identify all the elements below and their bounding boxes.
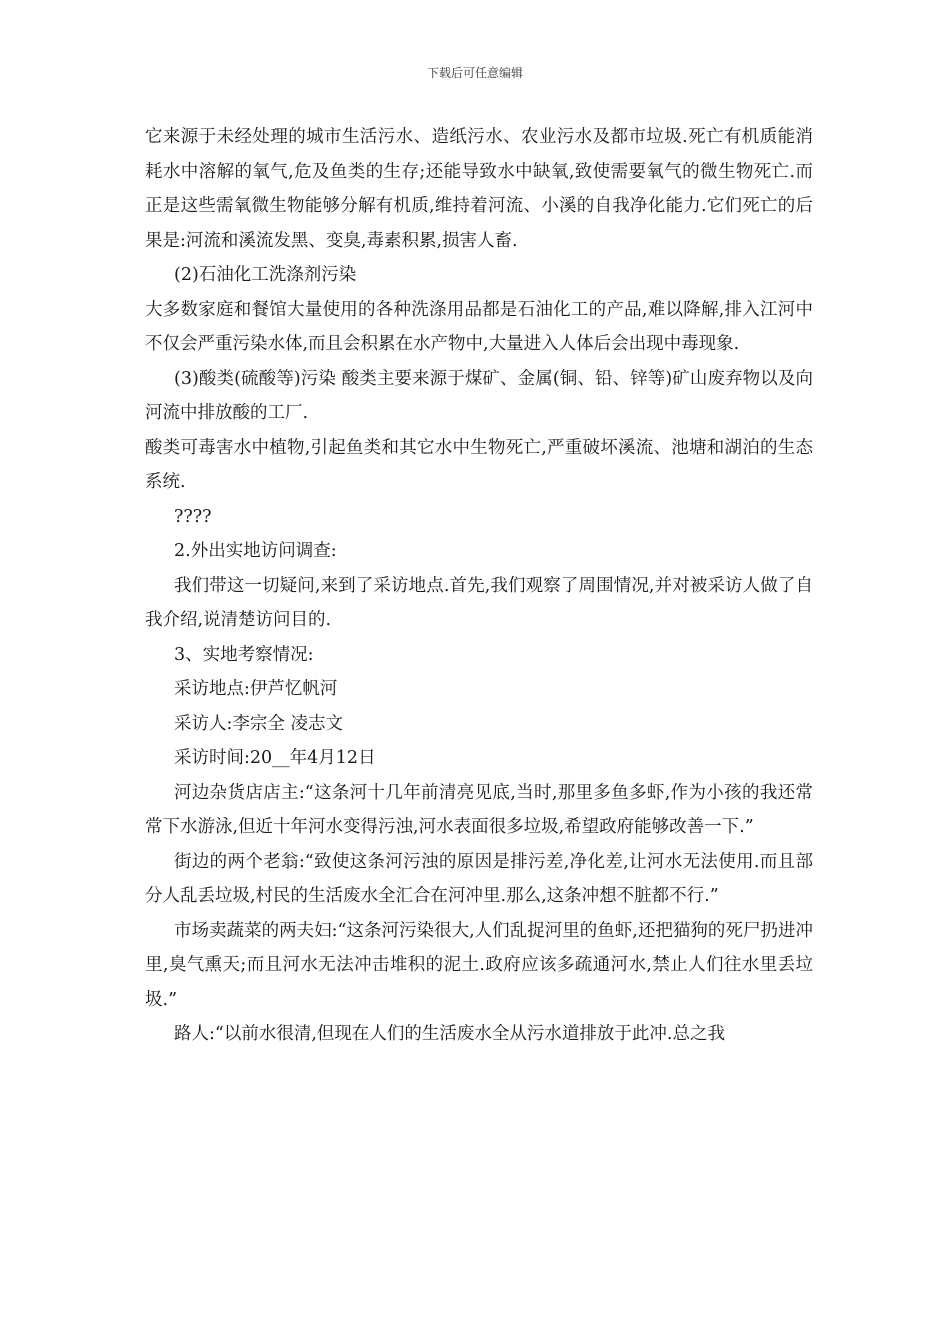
paragraph-detergent: 大多数家庭和餐馆大量使用的各种洗涤用品都是石油化工的产品,难以降解,排入江河中不仅会严重污染水体,而且会积累在水产物中,大量进入人体后会出现中毒现象. xyxy=(145,299,813,354)
quote-vegetable-sellers: 市场卖蔬菜的两夫妇:“这条河污染很大,人们乱捉河里的鱼虾,还把猫狗的死尸扔进冲里,臭气熏天;而且河水无法冲击堆积的泥土.政府应该多疏通河水,禁止人们往水里丢垃圾.” xyxy=(145,920,813,1010)
quote-old-men: 街边的两个老翁:“致使这条河污浊的原因是排污差,净化差,让河水无法使用.而且部分人乱丢垃圾,村民的生活废水全汇合在河冲里.那么,这条冲想不脏都不行.” xyxy=(145,851,813,906)
paragraph-acid-effects: 酸类可毒害水中植物,引起鱼类和其它水中生物死亡,严重破坏溪流、池塘和湖泊的生态系统. xyxy=(145,437,813,492)
quote-shop-owner: 河边杂货店店主:“这条河十几年前清亮见底,当时,那里多鱼多虾,作为小孩的我还常常下水游泳,但近十年河水变得污浊,河水表面很多垃圾,希望政府能够改善一下.” xyxy=(145,782,813,837)
interview-location: 采访地点:伊芦忆帆河 xyxy=(174,679,338,699)
quote-passerby: 路人:“以前水很清,但现在人们的生活废水全从污水道排放于此冲.总之我 xyxy=(174,1024,725,1044)
heading-field-observation: 3、实地考察情况: xyxy=(174,644,314,665)
interview-time: 采访时间:20__年4月12日 xyxy=(174,748,376,768)
heading-field-visit: 2.外出实地访问调查: xyxy=(174,541,337,561)
paragraph-placeholder: ???? xyxy=(174,506,212,527)
heading-petrochemical-detergent: (2)石油化工洗涤剂污染 xyxy=(174,265,357,285)
page-header: 下载后可任意编辑 xyxy=(426,66,523,80)
paragraph-pollution-sources: 它来源于未经处理的城市生活污水、造纸污水、农业污水及都市垃圾.死亡有机质能消耗水中溶解的氧气,危及鱼类的生存;还能导致水中缺氧,致使需要氧气的微生物死亡.而正是这些需氧微生物能够分解有机质,维持着河流、小溪的自我净化能力.它们死亡的后果是:河流和溪流发黑、变臭,毒素积累,损害人畜. xyxy=(145,127,813,251)
interviewers: 采访人:李宗全 凌志文 xyxy=(174,713,343,734)
paragraph-acid-pollution: (3)酸类(硫酸等)污染 酸类主要来源于煤矿、金属(铜、铅、锌等)矿山废弃物以及向河流中排放酸的工厂. xyxy=(145,368,813,423)
document-body xyxy=(145,120,813,1052)
paragraph-field-visit: 我们带这一切疑问,来到了采访地点.首先,我们观察了周围情况,并对被采访人做了自我介绍,说清楚访问目的. xyxy=(145,575,813,630)
